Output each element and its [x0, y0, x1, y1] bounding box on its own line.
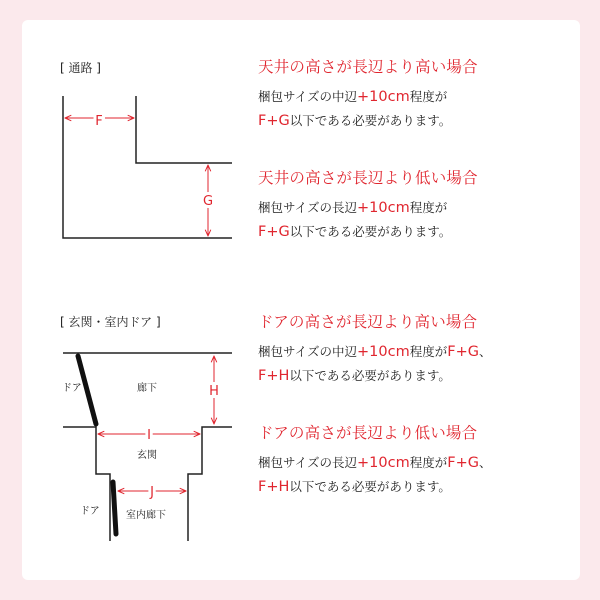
body-text: 梱包サイズの中辺 — [258, 344, 358, 359]
highlight-text: F+G — [258, 224, 290, 240]
room-hallway-label: 室内廊下 — [126, 510, 166, 521]
entrance-title: [ 玄関・室内ドア ] — [60, 315, 161, 329]
entrance-label: 玄関 — [137, 450, 157, 461]
body-text: 程度が — [409, 455, 448, 470]
door-2-shape — [113, 482, 116, 534]
dimension-j-label: J — [150, 485, 154, 500]
highlight-text: F+G — [258, 113, 290, 129]
entrance-left-wall — [63, 427, 110, 541]
body-text: 以下である必要があります。 — [289, 224, 452, 239]
body-text: 梱包サイズの長辺 — [258, 455, 358, 470]
highlight-text: F+G — [447, 455, 479, 471]
corridor-diagram — [63, 96, 232, 238]
corridor-title: [ 通路 ] — [60, 61, 101, 75]
body-text: 以下である必要があります。 — [289, 479, 451, 494]
body-text: 、 — [478, 455, 492, 470]
highlight-text: F+H — [258, 368, 290, 384]
highlight-text: +10cm — [357, 455, 410, 471]
door-high-body — [258, 340, 578, 388]
corridor-low-body — [258, 196, 578, 244]
door-2-label: ドア — [80, 506, 100, 517]
body-text: 梱包サイズの長辺 — [258, 200, 358, 215]
door-1-label: ドア — [62, 383, 82, 394]
corridor-high-heading: 天井の高さが長辺より高い場合 — [258, 58, 478, 76]
corridor-low-ceiling-block — [258, 168, 578, 244]
dimension-i-label: I — [147, 428, 151, 443]
door-low-block — [258, 423, 578, 499]
door-low-heading: ドアの高さが長辺より低い場合 — [258, 424, 478, 442]
hallway-label: 廊下 — [137, 383, 157, 394]
highlight-text: F+H — [258, 479, 290, 495]
highlight-text: F+G — [447, 344, 479, 360]
dimension-f-label: F — [95, 114, 103, 129]
dimension-h-label: H — [209, 384, 219, 399]
body-text: 程度が — [409, 89, 448, 104]
highlight-text: +10cm — [357, 344, 410, 360]
highlight-text: +10cm — [357, 200, 410, 216]
corridor-high-ceiling-block — [258, 57, 578, 133]
highlight-text: +10cm — [357, 89, 410, 105]
body-text: 程度が — [409, 200, 448, 215]
body-text: 以下である必要があります。 — [289, 113, 452, 128]
door-high-block — [258, 312, 578, 388]
body-text: 程度が — [409, 344, 448, 359]
door-low-body — [258, 451, 578, 499]
entrance-right-wall — [188, 427, 232, 541]
body-text: 、 — [478, 344, 492, 359]
corridor-outer-wall — [63, 96, 232, 238]
dimension-g-label: G — [202, 194, 214, 209]
body-text: 以下である必要があります。 — [289, 368, 451, 383]
corridor-low-heading: 天井の高さが長辺より低い場合 — [258, 169, 478, 187]
corridor-inner-wall — [136, 96, 232, 163]
door-high-heading: ドアの高さが長辺より高い場合 — [258, 313, 478, 331]
corridor-high-body — [258, 85, 578, 133]
body-text: 梱包サイズの中辺 — [258, 89, 358, 104]
